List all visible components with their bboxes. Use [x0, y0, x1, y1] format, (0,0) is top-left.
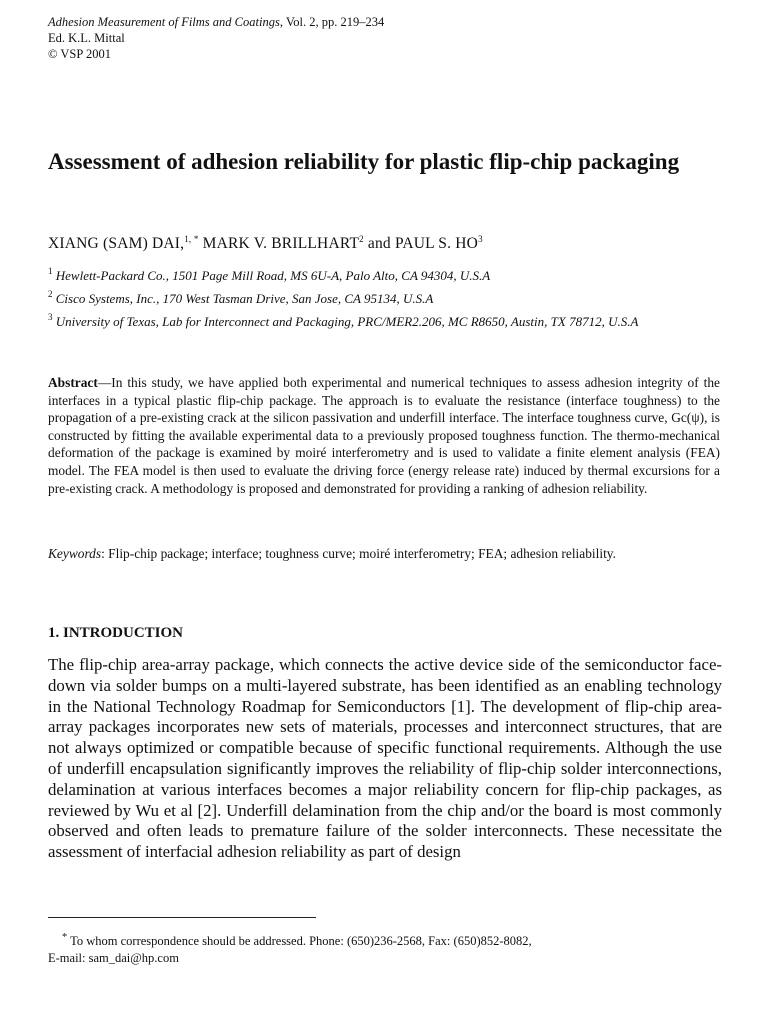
affiliation-3	[48, 308, 728, 331]
affiliation-2-text: Cisco Systems, Inc., 170 West Tasman Drive, San Jose, CA 95134, U.S.A	[55, 291, 434, 306]
editor-line: Ed. K.L. Mittal	[48, 31, 125, 45]
author-3-affil-mark: 3	[478, 234, 483, 244]
footnote	[48, 930, 720, 966]
footnote-rule	[48, 917, 316, 918]
author-1: XIANG (SAM) DAI,	[48, 235, 185, 252]
journal-volume: , Vol. 2, pp. 219–234	[279, 15, 385, 29]
introduction-paragraph: The flip-chip area-array package, which connects the active device side of the semiconductor face-down via solder bumps on a multi-layered substrate, has been identified as an enabling technology in the National Technology Roadmap for Semiconductors [1]. The development of flip-chip area-array packages incorporates new sets of materials, processes and interconnect structures, that are not always optimized or compatible because of specific functional requirements. Although the use of underfill encapsulation significantly improves the reliability of flip-chip solder interconnections, delamination at various interfaces becomes a major reliability concern for flip-chip packages, as reviewed by Wu et al [2]. Underfill delamination from the chip and/or the board is most commonly observed and often leads to premature failure of the solder interconnects. These necessitate the assessment of interfacial adhesion reliability as part of design	[48, 655, 722, 862]
footnote-email: E-mail: sam_dai@hp.com	[48, 950, 179, 965]
paper-title: Assessment of adhesion reliability for plastic flip-chip packaging	[48, 149, 680, 174]
journal-citation	[48, 14, 384, 30]
keywords	[48, 545, 720, 563]
author-3: and PAUL S. HO	[363, 235, 479, 252]
footnote-mark: *	[62, 932, 68, 943]
affiliation-1-text: Hewlett-Packard Co., 1501 Page Mill Road, MS 6U-A, Palo Alto, CA 94304, U.S.A	[55, 268, 491, 283]
copyright-line: © VSP 2001	[48, 47, 111, 61]
footnote-contact: To whom correspondence should be addressed. Phone: (650)236-2568, Fax: (650)852-8082,	[67, 934, 532, 949]
affiliation-2	[48, 285, 728, 308]
footnote-line-1	[48, 930, 720, 950]
keywords-label: Keywords	[48, 546, 102, 561]
author-list	[48, 234, 483, 253]
journal-header	[48, 14, 384, 62]
affiliation-list	[48, 262, 728, 331]
affiliation-3-text: University of Texas, Lab for Interconnect and Packaging, PRC/MER2.206, MC R8650, Austin, TX 78712, U.S.A	[55, 314, 639, 329]
abstract-label: Abstract	[48, 375, 98, 390]
keywords-text: : Flip-chip package; interface; toughness curve; moiré interferometry; FEA; adhesion reliability.	[101, 546, 616, 561]
journal-name: Adhesion Measurement of Films and Coatings	[48, 15, 280, 29]
section-heading-introduction: 1. INTRODUCTION	[48, 625, 184, 641]
affiliation-1	[48, 262, 728, 285]
affiliation-1-mark: 1	[48, 266, 53, 276]
affiliation-2-mark: 2	[48, 289, 53, 299]
abstract	[48, 374, 720, 497]
abstract-text: —In this study, we have applied both experimental and numerical techniques to assess adhesion integrity of the interfaces in a typical plastic flip-chip package. The approach is to evaluate the resistance (interface toughness) to the propagation of a pre-existing crack at the silicon passivation and underfill interface. The interface toughness curve, Gc(ψ), is constructed by fitting the available experimental data to a previously proposed toughness function. The thermo-mechanical deformation of the package is examined by moiré interferometry and is used to validate a finite element analysis (FEA) model. The FEA model is then used to evaluate the driving force (energy release rate) induced by thermal excursions for a pre-existing crack. A methodology is proposed and demonstrated for providing a ranking of adhesion reliability.	[48, 375, 720, 496]
author-2-affil-mark: 2	[359, 234, 364, 244]
affiliation-3-mark: 3	[48, 312, 53, 322]
author-2: MARK V. BRILLHART	[198, 235, 360, 252]
author-1-affil-mark: 1, *	[184, 234, 199, 244]
